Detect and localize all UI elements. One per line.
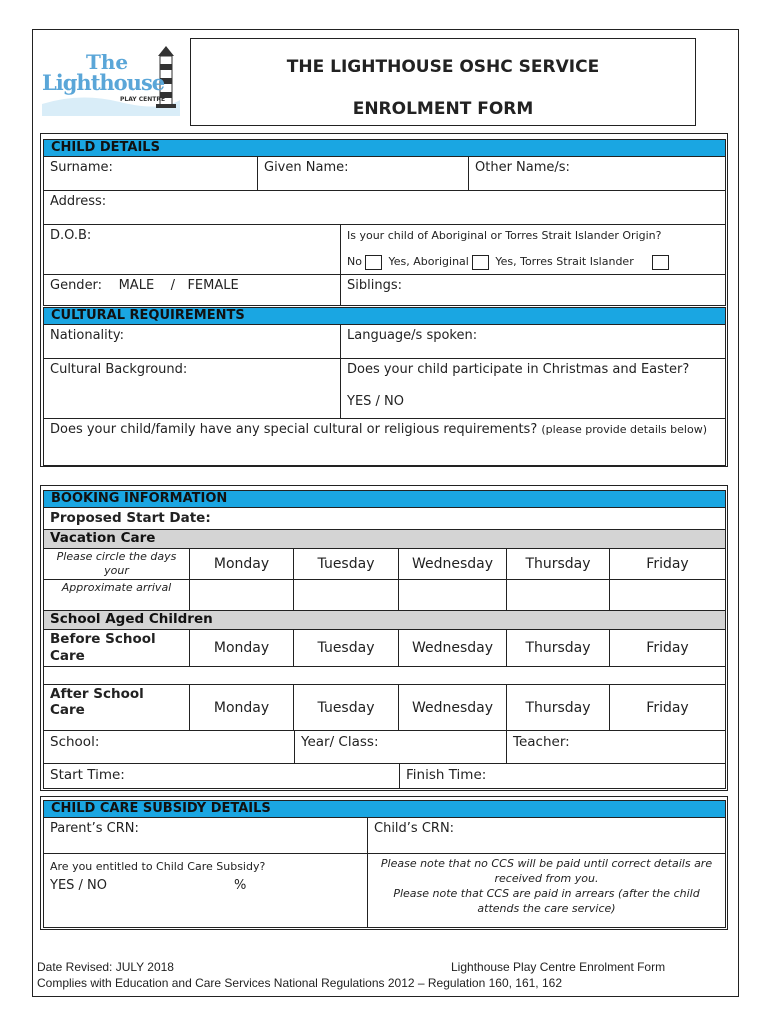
christmas-easter-question: Does your child participate in Christmas and Easter? [347, 362, 690, 377]
vacation-monday[interactable]: Monday [189, 548, 294, 580]
before-school-friday[interactable]: Friday [609, 629, 726, 667]
cultural-background-field[interactable]: Cultural Background: [43, 358, 341, 419]
proposed-start-date-field[interactable]: Proposed Start Date: [43, 507, 726, 530]
before-school-tuesday[interactable]: Tuesday [293, 629, 399, 667]
origin-no-checkbox[interactable] [365, 255, 382, 270]
after-school-label: After School Care [43, 684, 190, 731]
footer-form-name: Lighthouse Play Centre Enrolment Form [451, 960, 666, 974]
subsidy-note-details: Please note that no CCS will be paid until correct details are received from you. [380, 857, 713, 885]
parent-crn-field[interactable]: Parent’s CRN: [43, 817, 368, 854]
origin-block [340, 224, 726, 275]
form-subtitle: ENROLMENT FORM [352, 99, 534, 119]
origin-aboriginal-label: Yes, Aboriginal [388, 255, 469, 268]
arrival-monday-field[interactable] [189, 579, 294, 611]
subsidy-yes-no[interactable]: YES / NO [50, 878, 108, 893]
vacation-thursday[interactable]: Thursday [506, 548, 610, 580]
origin-no-label: No [347, 255, 362, 268]
footer-date-revised: Date Revised: JULY 2018 [37, 960, 174, 974]
subsidy-entitled-question: Are you entitled to Child Care Subsidy? [50, 860, 266, 873]
cultural-heading: CULTURAL REQUIREMENTS [43, 307, 726, 325]
form-title: THE LIGHTHOUSE OSHC SERVICE [286, 57, 600, 77]
gender-field[interactable]: Gender: MALE / FEMALE [43, 274, 341, 306]
after-school-wednesday[interactable]: Wednesday [398, 684, 507, 731]
arrival-tuesday-field[interactable] [293, 579, 399, 611]
subsidy-heading: CHILD CARE SUBSIDY DETAILS [43, 800, 726, 818]
siblings-field[interactable]: Siblings: [340, 274, 726, 306]
finish-time-field[interactable]: Finish Time: [399, 763, 726, 789]
arrival-friday-field[interactable] [609, 579, 726, 611]
circle-days-note: Please circle the days your [43, 548, 190, 580]
surname-field[interactable]: Surname: [43, 156, 258, 191]
child-details-heading: CHILD DETAILS [43, 139, 726, 157]
school-aged-heading: School Aged Children [43, 610, 726, 630]
spacer-row [43, 666, 726, 685]
booking-heading: BOOKING INFORMATION [43, 490, 726, 508]
origin-aboriginal-checkbox[interactable] [472, 255, 489, 270]
given-name-field[interactable]: Given Name: [257, 156, 469, 191]
special-requirements-question: Does your child/family have any special cultural or religious requirements? [50, 422, 538, 437]
special-requirements-note: (please provide details below) [541, 423, 707, 436]
before-school-thursday[interactable]: Thursday [506, 629, 610, 667]
nationality-field[interactable]: Nationality: [43, 324, 341, 359]
before-school-monday[interactable]: Monday [189, 629, 294, 667]
teacher-field[interactable]: Teacher: [506, 730, 726, 764]
before-school-label: Before School Care [43, 629, 190, 667]
subsidy-note-arrears: Please note that CCS are paid in arrears (after the child attends the care service) [393, 887, 700, 915]
logo-word-the: The [86, 50, 129, 74]
dob-field[interactable]: D.O.B: [43, 224, 341, 275]
address-field[interactable]: Address: [43, 190, 726, 225]
title-box [190, 38, 696, 126]
before-school-wednesday[interactable]: Wednesday [398, 629, 507, 667]
child-crn-field[interactable]: Child’s CRN: [367, 817, 726, 854]
arrival-thursday-field[interactable] [506, 579, 610, 611]
after-school-tuesday[interactable]: Tuesday [293, 684, 399, 731]
logo [40, 44, 182, 116]
after-school-thursday[interactable]: Thursday [506, 684, 610, 731]
vacation-tuesday[interactable]: Tuesday [293, 548, 399, 580]
after-school-monday[interactable]: Monday [189, 684, 294, 731]
arrival-wednesday-field[interactable] [398, 579, 507, 611]
footer-regulations: Complies with Education and Care Services National Regulations 2012 – Regulation 160, 161, 162 [37, 976, 562, 990]
logo-tagline: PLAY CENTRE [120, 96, 166, 103]
origin-question: Is your child of Aboriginal or Torres Strait Islander Origin? [347, 229, 662, 242]
vacation-friday[interactable]: Friday [609, 548, 726, 580]
other-names-field[interactable]: Other Name/s: [468, 156, 726, 191]
after-school-friday[interactable]: Friday [609, 684, 726, 731]
special-requirements-block[interactable] [43, 418, 726, 466]
subsidy-percent[interactable]: % [234, 878, 247, 893]
language-field[interactable]: Language/s spoken: [340, 324, 726, 359]
logo-word-lighthouse: Lighthouse [42, 70, 165, 95]
school-field[interactable]: School: [43, 730, 295, 764]
approximate-arrival-note: Approximate arrival [43, 579, 190, 611]
start-time-field[interactable]: Start Time: [43, 763, 400, 789]
subsidy-entitlement-block [43, 853, 368, 928]
christmas-easter-yes-no[interactable]: YES / NO [347, 394, 405, 409]
origin-tsi-checkbox[interactable] [652, 255, 669, 270]
origin-options [347, 254, 719, 270]
origin-tsi-label: Yes, Torres Strait Islander [495, 255, 634, 268]
christmas-easter-block [340, 358, 726, 419]
subsidy-notes-block [367, 853, 726, 928]
vacation-care-heading: Vacation Care [43, 529, 726, 549]
vacation-wednesday[interactable]: Wednesday [398, 548, 507, 580]
year-class-field[interactable]: Year/ Class: [294, 730, 507, 764]
